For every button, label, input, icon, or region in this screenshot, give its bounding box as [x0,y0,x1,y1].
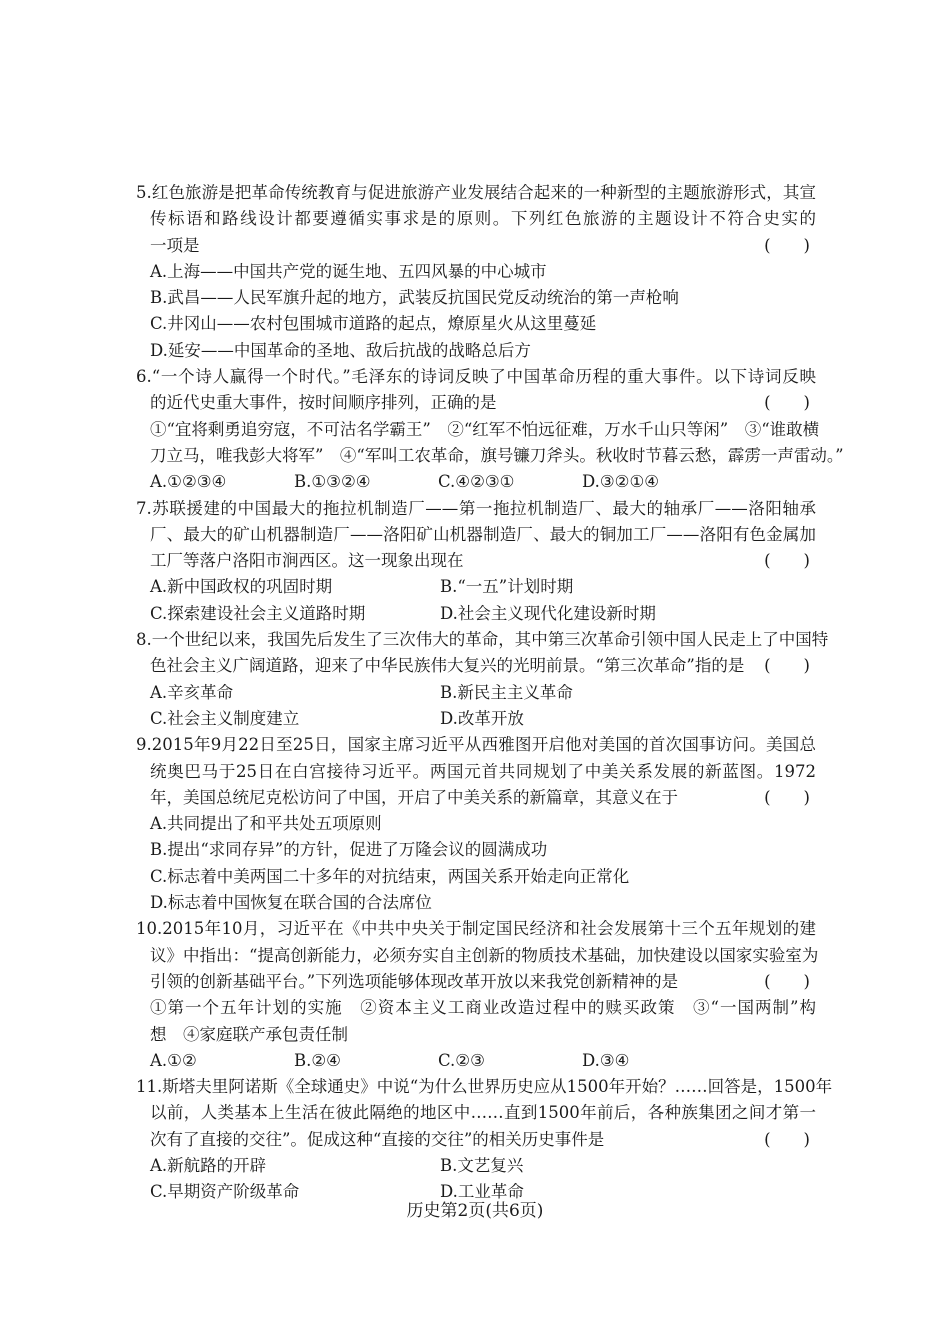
option-a: A.①② [150,1050,197,1070]
option-row [136,1048,816,1074]
option-row [136,706,816,732]
poem-line: 刀立马，唯我彭大将军” ④“军叫工农革命，旗号镰刀斧头。秋收时节暮云愁，霹雳一声雷动。” [150,445,844,465]
option-d: D.延安——中国革命的圣地、敌后抗战的战略总后方 [150,340,531,360]
page-footer: 历史第2页(共6页) [406,1201,544,1221]
option-c: C.社会主义制度建立 [150,708,300,728]
answer-parentheses: ( ) [764,235,810,255]
option-b: B.文艺复兴 [440,1155,524,1175]
question-stem-line: 工厂等落户洛阳市涧西区。这一现象出现在 ( ) [136,548,816,574]
question-9 [136,732,816,916]
answer-parentheses: ( ) [764,971,810,991]
option-d: D.③②①④ [582,472,660,492]
question-11 [136,1074,833,1205]
option-a: A.①②③④ [150,472,227,492]
option-b: B.武昌——人民军旗升起的地方，武装反抗国民党反动统治的第一声枪响 [150,288,679,308]
answer-parentheses: ( ) [764,393,810,413]
option-d: D.③④ [582,1050,630,1070]
question-list [136,180,844,1206]
question-stem-line: 6.“一个诗人赢得一个时代。”毛泽东的诗词反映了中国革命历程的重大事件。以下诗词反映 [136,367,816,387]
question-5 [136,180,816,364]
question-stem-line: 的近代史重大事件，按时间顺序排列，正确的是 ( ) [136,390,816,416]
option-a: A.新航路的开辟 [150,1155,267,1175]
question-stem-line: 议》中指出：“提高创新能力，必须夯实自主创新的物质技术基础，加快建设以国家实验室为 [150,945,819,965]
question-stem-line: 11.斯塔夫里阿诺斯《全球通史》中说“为什么世界历史应从1500年开始？……回答是，1500年 [136,1077,833,1097]
question-stem-line: 色社会主义广阔道路，迎来了中华民族伟大复兴的光明前景。“第三次革命”指的是 ( ) [136,653,816,679]
question-stem-line: 统奥巴马于25日在白宫接待习近平。两国元首共同规划了中美关系发展的新蓝图。1972 [150,761,816,781]
option-a: A.共同提出了和平共处五项原则 [150,814,382,834]
option-b: B.“一五”计划时期 [440,577,574,597]
option-c: C.标志着中美两国二十多年的对抗结束，两国关系开始走向正常化 [150,866,630,886]
question-stem-line: 7.苏联援建的中国最大的拖拉机制造厂——第一拖拉机制造厂、最大的轴承厂——洛阳轴承 [136,498,816,518]
answer-parentheses: ( ) [764,1129,810,1149]
option-b: B.①③②④ [294,472,371,492]
option-a: A.新中国政权的巩固时期 [150,577,333,597]
option-c: C.井冈山——农村包围城市道路的起点，燎原星火从这里蔓延 [150,314,597,334]
question-stem-line: 厂、最大的矿山机器制造厂——洛阳矿山机器制造厂、最大的铜加工厂——洛阳有色金属加 [150,524,816,544]
question-stem-line: 以前，人类基本上生活在彼此隔绝的地区中……直到1500年前后，各种族集团之间才第一 [150,1103,816,1123]
poem-line: ①“宜将剩勇追穷寇，不可沽名学霸王” ②“红军不怕远征难，万水千山只等闲” ③“谁敢横 [150,419,820,439]
option-d: D.标志着中国恢复在联合国的合法席位 [150,893,432,913]
option-b: B.②④ [294,1050,341,1070]
option-c: C.早期资产阶级革命 [150,1182,300,1202]
question-8 [136,627,829,732]
answer-parentheses: ( ) [764,787,810,807]
option-d: D.社会主义现代化建设新时期 [440,603,656,623]
answer-parentheses: ( ) [764,551,810,571]
question-stem-line: 8.一个世纪以来，我国先后发生了三次伟大的革命，其中第三次革命引领中国人民走上了中国特 [136,630,829,650]
option-row [136,601,816,627]
statement-line: 想 ④家庭联产承包责任制 [150,1024,348,1044]
option-row [136,1153,816,1179]
question-stem-line: 10.2015年10月，习近平在《中共中央关于制定国民经济和社会发展第十三个五年规划的建 [136,919,816,939]
option-c: C.④②③① [438,472,515,492]
answer-parentheses: ( ) [764,656,810,676]
question-stem-line: 传标语和路线设计都要遵循实事求是的原则。下列红色旅游的主题设计不符合史实的 [150,209,816,229]
option-c: C.探索建设社会主义道路时期 [150,603,366,623]
option-d: D.工业革命 [440,1182,524,1202]
question-7 [136,496,816,627]
question-stem-line: 年，美国总统尼克松访问了中国，开启了中美关系的新篇章，其意义在于 ( ) [136,785,816,811]
question-6 [136,364,844,495]
option-b: B.新民主主义革命 [440,682,573,702]
option-row [136,680,816,706]
option-b: B.提出“求同存异”的方针，促进了万隆会议的圆满成功 [150,840,548,860]
question-10 [136,916,819,1074]
option-row [136,469,816,495]
option-d: D.改革开放 [440,708,524,728]
option-a: A.辛亥革命 [150,682,234,702]
question-stem-line: 引领的创新基础平台。”下列选项能够体现改革开放以来我党创新精神的是 ( ) [136,969,816,995]
question-stem-line: 9.2015年9月22日至25日，国家主席习近平从西雅图开启他对美国的首次国事访问。美国总 [136,735,816,755]
option-row [136,574,816,600]
question-stem-line: 次有了直接的交往”。促成这种“直接的交往”的相关历史事件是 ( ) [136,1127,816,1153]
option-a: A.上海——中国共产党的诞生地、五四风暴的中心城市 [150,261,547,281]
question-stem-line: 5.红色旅游是把革命传统教育与促进旅游产业发展结合起来的一种新型的主题旅游形式，其宣 [136,183,816,202]
option-c: C.②③ [438,1050,485,1070]
statement-line: ①第一个五年计划的实施 ②资本主义工商业改造过程中的赎买政策 ③“一国两制”构 [150,998,816,1018]
question-stem-line: 一项是 ( ) [136,233,816,259]
